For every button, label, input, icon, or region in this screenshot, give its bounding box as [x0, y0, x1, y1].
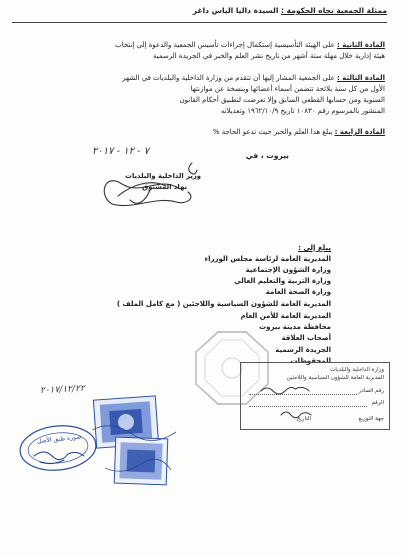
registry-date-label: التاريخ	[296, 416, 311, 422]
copy-stamp-text: صورة طبق الأصل	[36, 433, 82, 446]
registry-directorate: المديرية العامة للشؤون السياسية واللاجئين	[286, 375, 384, 381]
recipient-item: المحفوظات	[290, 357, 331, 365]
recipient-item: محافظة مدينة بيروت	[259, 323, 331, 331]
article-3-text: على الجمعية المشار إليها أن تتقدم من وزارة الداخلية والبلديات في الشهر	[122, 74, 335, 82]
recipient-item: وزارة التربية والتعليم العالي	[234, 277, 331, 285]
registry-ministry: وزارة الداخلية والبلديات	[330, 367, 384, 373]
registry-number-label: رقم الصادر	[358, 388, 384, 394]
recipient-item: المديرية العامة لرئاسة مجلس الوزراء	[204, 255, 331, 263]
recipient-item: المديرية العامة للشؤون السياسية واللاجئين ( مع كامل الملف )	[116, 300, 331, 308]
representative-value: السيدة داليا الياس داغر	[192, 6, 279, 15]
article-2-text: على الهيئة التأسيسية إستكمال إجراءات تأسيس الجمعية والدعوة إلى إنتخاب	[115, 41, 335, 49]
article-2-line-2: هيئة إدارية خلال مهلة ستة أشهر من تاريخ نشر العلم والخبر في الجريدة الرسمية	[152, 52, 385, 60]
article-3-label: المادة الثالثة :	[337, 74, 385, 82]
handwritten-date: ٧ - ١٢ - ٢٠١٧	[92, 146, 150, 157]
article-4-label: المادة الرابعة :	[334, 128, 385, 136]
article-2-label: المادة الثانية :	[337, 41, 385, 49]
dateline-place: بيروت ، في	[245, 151, 289, 160]
registry-distribution-label: جهة التوزيع	[358, 416, 384, 422]
recipient-item: أصحاب العلاقة	[281, 334, 331, 342]
handwritten-note: ٢٠١٧/١٢/٢٢	[39, 383, 85, 397]
article-3-line-2: الأول من كل سنة بلائحة تتضمن أسماء أعضائها وبنسخة عن موازنتها	[190, 85, 385, 93]
distribution-heading: يبلغ إلى :	[298, 244, 331, 252]
registry-ref-label: الرقم	[371, 400, 384, 406]
article-3-line-4: المنشور بالمرسوم رقم ١٠٨٣٠ تاريخ ١٩٦٢/١٠/٩ وتعديلاته	[220, 107, 385, 115]
article-4-text: يبلغ هذا العلم والخبر حيث تدعو الحاجة %	[212, 128, 333, 136]
recipient-item: المديرية العامة للأمن العام	[240, 312, 331, 320]
signatory-name: نهاد المشنوق	[142, 183, 187, 191]
signatory-title: وزير الداخلية والبلديات	[125, 172, 201, 180]
article-3-line-3: السنوية ومن حسابها القطعي السابق وإلا تعرضت لتطبيق أحكام القانون	[179, 96, 385, 104]
representative-label: ممثلة الجمعية تجاه الحكومة :	[281, 6, 387, 15]
recipient-item: الجريدة الرسمية	[275, 346, 331, 354]
recipient-item: وزارة الصحة العامة	[265, 288, 331, 296]
recipient-item: وزارة الشؤون الإجتماعية	[245, 266, 331, 274]
